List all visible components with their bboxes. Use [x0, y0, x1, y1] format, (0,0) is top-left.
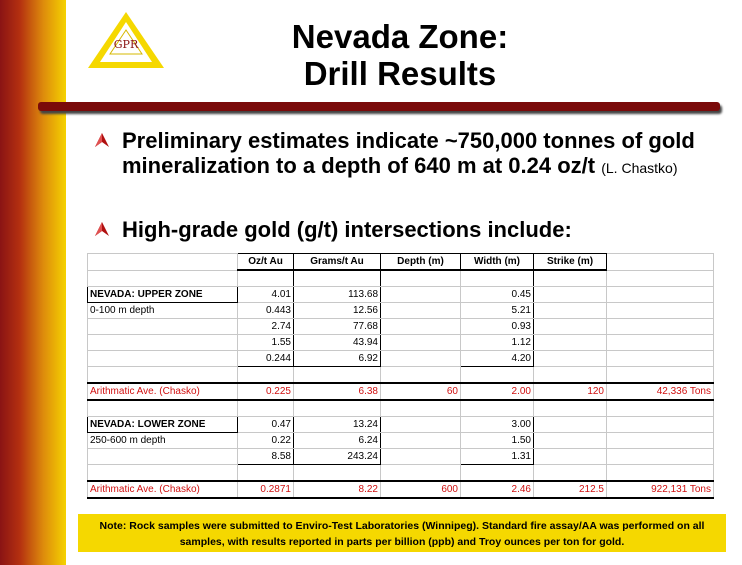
- arrow-bullet-icon: [94, 221, 110, 237]
- table-cell: 0.47: [238, 417, 294, 433]
- table-row: [88, 417, 714, 433]
- table-cell: 2.46: [461, 481, 534, 498]
- table-cell: [381, 449, 461, 465]
- table-cell: 60: [381, 383, 461, 400]
- table-cell: [88, 367, 238, 384]
- table-cell: 77.68: [294, 319, 381, 335]
- table-cell: [534, 319, 607, 335]
- footnote: Note: Rock samples were submitted to Enviro-Test Laboratories (Winnipeg). Standard fire assay/AA was performed on all samples, with results reported in parts per billion (ppb) and Troy ounces per ton for gold.: [78, 514, 726, 552]
- table-cell: [88, 400, 238, 417]
- gpr-logo: [80, 10, 172, 72]
- table-cell: [238, 465, 294, 482]
- table-cell: 1.50: [461, 433, 534, 449]
- upper-average-row: [88, 383, 714, 400]
- lower-zone-label: NEVADA: LOWER ZONE: [88, 417, 238, 433]
- table-row: [88, 449, 714, 465]
- table-cell: 4.20: [461, 351, 534, 367]
- table-cell: 6.24: [294, 433, 381, 449]
- drill-results-table: [87, 253, 713, 499]
- table-cell: [534, 367, 607, 384]
- table-cell: [534, 465, 607, 482]
- arrow-bullet-icon: [94, 132, 110, 148]
- header-strike: Strike (m): [534, 254, 607, 271]
- bullet-intersections: [96, 217, 726, 242]
- bullet-estimates-text: Preliminary estimates indicate ~750,000 tonnes of gold mineralization to a depth of 640 m at 0.24 oz/t: [122, 128, 695, 178]
- table-cell: 120: [534, 383, 607, 400]
- title-line-1: Nevada Zone:: [291, 18, 509, 55]
- table-cell: [534, 335, 607, 351]
- table-cell: 2.74: [238, 319, 294, 335]
- table-cell: [534, 287, 607, 303]
- table-cell: [381, 270, 461, 287]
- table-header-row: [88, 254, 714, 271]
- table-cell: 2.00: [461, 383, 534, 400]
- lower-avg-label: Arithmatic Ave. (Chasko): [88, 481, 238, 498]
- table-cell: [294, 270, 381, 287]
- table-cell: [381, 433, 461, 449]
- table-cell: 922,131 Tons: [607, 481, 714, 498]
- table-cell: 6.38: [294, 383, 381, 400]
- table-cell: [461, 367, 534, 384]
- table-cell: [381, 303, 461, 319]
- table-cell: [381, 400, 461, 417]
- table-row: [88, 303, 714, 319]
- table-cell: [607, 303, 714, 319]
- table-cell: [607, 335, 714, 351]
- table-cell: [294, 400, 381, 417]
- logo-text: GPR: [113, 38, 139, 51]
- page-title: [200, 18, 600, 92]
- lower-average-row: [88, 481, 714, 498]
- table-cell: [88, 254, 238, 271]
- title-line-2: Drill Results: [303, 55, 497, 92]
- table-cell: 1.31: [461, 449, 534, 465]
- table-row: [88, 319, 714, 335]
- table-cell: [381, 335, 461, 351]
- title-divider: [38, 102, 720, 111]
- table-cell: [607, 465, 714, 482]
- table-cell: 43.94: [294, 335, 381, 351]
- upper-zone-depth: 0-100 m depth: [88, 303, 238, 319]
- bullet-estimates-source: (L. Chastko): [601, 160, 678, 176]
- table-cell: [534, 270, 607, 287]
- table-cell: 113.68: [294, 287, 381, 303]
- table-cell: 0.2871: [238, 481, 294, 498]
- table-cell: [534, 400, 607, 417]
- table-cell: 5.21: [461, 303, 534, 319]
- header-grams: Grams/t Au: [294, 254, 381, 271]
- table-row: [88, 270, 714, 287]
- table-cell: [381, 465, 461, 482]
- lower-zone-depth: 250-600 m depth: [88, 433, 238, 449]
- table-cell: [294, 367, 381, 384]
- table-cell: [461, 400, 534, 417]
- table-cell: [238, 270, 294, 287]
- table-cell: 8.22: [294, 481, 381, 498]
- header-width: Width (m): [461, 254, 534, 271]
- table-cell: 0.244: [238, 351, 294, 367]
- table-cell: 12.56: [294, 303, 381, 319]
- table-row: [88, 400, 714, 417]
- bullet-intersections-text: High-grade gold (g/t) intersections include:: [122, 217, 572, 242]
- table-row: [88, 367, 714, 384]
- table-cell: [534, 433, 607, 449]
- table-cell: 1.55: [238, 335, 294, 351]
- table-cell: 0.443: [238, 303, 294, 319]
- header-oz: Oz/t Au: [238, 254, 294, 271]
- header-depth: Depth (m): [381, 254, 461, 271]
- table-cell: [381, 287, 461, 303]
- table-cell: [88, 319, 238, 335]
- table-cell: 0.45: [461, 287, 534, 303]
- table-cell: [607, 417, 714, 433]
- table-cell: [607, 449, 714, 465]
- table-cell: 1.12: [461, 335, 534, 351]
- table-row: [88, 433, 714, 449]
- table-row: [88, 287, 714, 303]
- table-cell: [607, 319, 714, 335]
- left-gradient-bar: [0, 0, 66, 565]
- bullet-estimates: [96, 128, 726, 181]
- table-cell: [607, 433, 714, 449]
- table-cell: 600: [381, 481, 461, 498]
- table-cell: [381, 367, 461, 384]
- upper-zone-label: NEVADA: UPPER ZONE: [88, 287, 238, 303]
- table-cell: [607, 351, 714, 367]
- table-row: [88, 335, 714, 351]
- table-cell: [381, 417, 461, 433]
- table-cell: [294, 465, 381, 482]
- upper-avg-label: Arithmatic Ave. (Chasko): [88, 383, 238, 400]
- table-cell: 42,336 Tons: [607, 383, 714, 400]
- table-cell: 0.22: [238, 433, 294, 449]
- table-cell: [88, 449, 238, 465]
- table-cell: 4.01: [238, 287, 294, 303]
- table-cell: [461, 270, 534, 287]
- table-cell: 13.24: [294, 417, 381, 433]
- table-cell: [534, 351, 607, 367]
- table-cell: 0.225: [238, 383, 294, 400]
- table-cell: 212.5: [534, 481, 607, 498]
- table-row: [88, 465, 714, 482]
- table-cell: 0.93: [461, 319, 534, 335]
- table-cell: [607, 400, 714, 417]
- table-cell: [607, 254, 714, 271]
- table-cell: [238, 400, 294, 417]
- table-cell: [461, 465, 534, 482]
- table-cell: [607, 367, 714, 384]
- table-cell: [88, 465, 238, 482]
- table-cell: [238, 367, 294, 384]
- table-cell: 6.92: [294, 351, 381, 367]
- table-cell: [607, 287, 714, 303]
- table-cell: 8.58: [238, 449, 294, 465]
- table-cell: [88, 335, 238, 351]
- table-cell: 243.24: [294, 449, 381, 465]
- table-cell: [88, 270, 238, 287]
- table-cell: [381, 319, 461, 335]
- table-cell: [534, 417, 607, 433]
- table-cell: [381, 351, 461, 367]
- table-cell: [534, 303, 607, 319]
- table-row: [88, 351, 714, 367]
- table-cell: [534, 449, 607, 465]
- table-cell: 3.00: [461, 417, 534, 433]
- table-cell: [88, 351, 238, 367]
- table-cell: [607, 270, 714, 287]
